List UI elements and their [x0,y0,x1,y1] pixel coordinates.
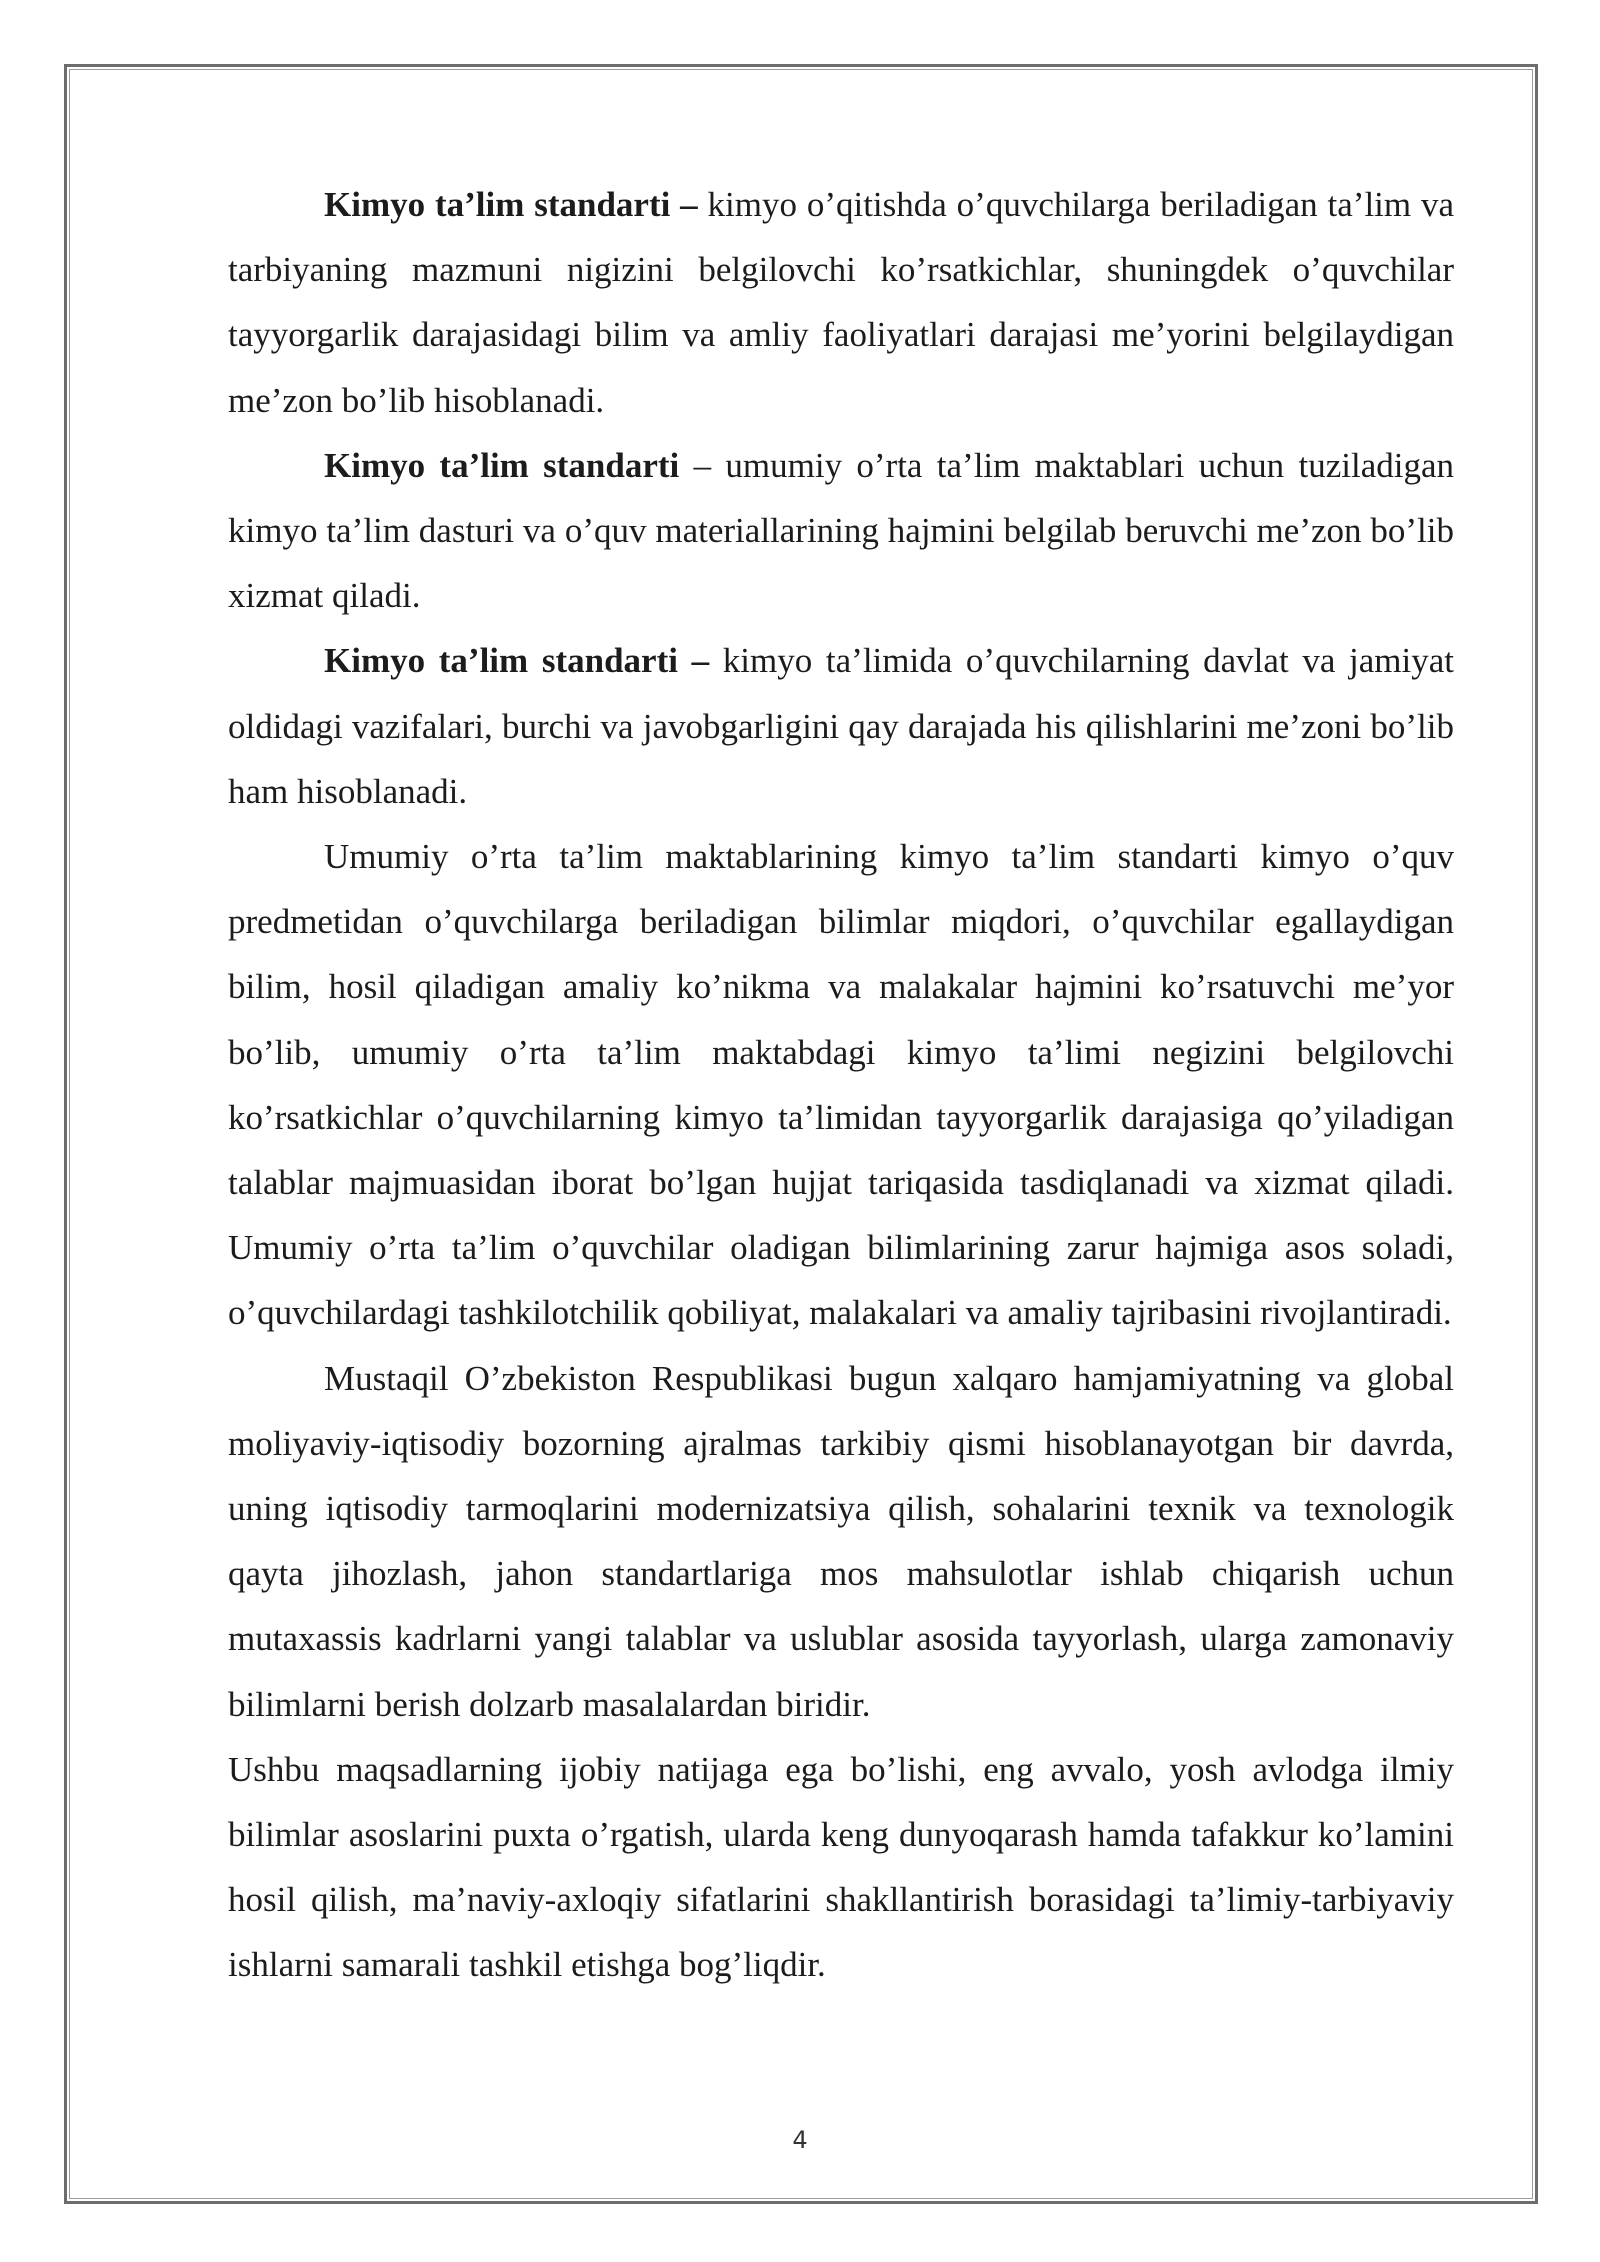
paragraph-text: kimyo ta’limida o’quvchilarning davlat va jamiyat oldidagi vazifalari, burchi va javobgarligini qay darajada his qilishlarini me’zoni bo’lib ham hisoblanadi. [228,641,1454,811]
term-bold: Kimyo ta’lim standarti – [324,185,698,224]
paragraph-definition-1 [228,172,1454,433]
paragraph-uzbekistan [228,1346,1454,1737]
paragraph-goals [228,1737,1454,1998]
term-bold: Kimyo ta’lim standarti [324,445,680,485]
paragraph-definition-2 [228,433,1454,629]
paragraph-text: kimyo o’qitishda o’quvchilarga beriladigan ta’lim va tarbiyaning mazmuni nigizini belgilovchi ko’rsatkichlar, shuningdek o’quvchilar tayyorgarlik darajasidagi bilim va amliy faoliyatlari darajasi me’yorini belgilaydigan me’zon bo’lib hisoblanadi. [228,185,1454,420]
page-number: 4 [792,2126,808,2154]
document-body [228,172,1454,1998]
term-bold: Kimyo ta’lim standarti – [324,641,710,681]
paragraph-text: Umumiy o’rta ta’lim maktablarining kimyo ta’lim standarti kimyo o’quv predmetidan o’quvchilarga beriladigan bilimlar miqdori, o’quvchilar egallaydigan bilim, hosil qiladigan amaliy ko’nikma va malakalar hajmini ko’rsatuvchi me’yor bo’lib, umumiy o’rta ta’lim maktabdagi kimyo ta’limi negizini belgilovchi ko’rsatkichlar o’quvchilarning kimyo ta’limidan tayyorgarlik darajasiga qo’yiladigan talablar majmuasidan iborat bo’lgan hujjat tariqasida tasdiqlanadi va xizmat qiladi. Umumiy o’rta ta’lim o’quvchilar oladigan bilimlarining zarur hajmiga asos soladi, o’quvchilardagi tashkilotchilik qobiliyat, malakalari va amaliy tajribasini rivojlantiradi. [228,837,1454,1333]
paragraph-school-standard [228,824,1454,1346]
paragraph-text: – umumiy o’rta ta’lim maktablari uchun tuziladigan kimyo ta’lim dasturi va o’quv materiallarining hajmini belgilab beruvchi me’zon bo’lib xizmat qiladi. [228,445,1454,616]
paragraph-text: Mustaqil O’zbekiston Respublikasi bugun xalqaro hamjamiyatning va global moliyaviy-iqtisodiy bozorning ajralmas tarkibiy qismi hisoblanayotgan bir davrda, uning iqtisodiy tarmoqlarini modernizatsiya qilish, sohalarini texnik va texnologik qayta jihozlash, jahon standartlariga mos mahsulotlar ishlab chiqarish uchun mutaxassis kadrlarni yangi talablar va uslublar asosida tayyorlash, ularga zamonaviy bilimlarni berish dolzarb masalalardan biridir. [228,1358,1454,1724]
paragraph-text: Ushbu maqsadlarning ijobiy natijaga ega bo’lishi, eng avvalo, yosh avlodga ilmiy bilimlar asoslarini puxta o’rgatish, ularda keng dunyoqarash hamda tafakkur ko’lamini hosil qilish, ma’naviy-axloqiy sifatlarini shakllantirish borasidagi ta’limiy-tarbiyaviy ishlarni samarali tashkil etishga bog’liqdir. [228,1749,1454,1985]
paragraph-definition-3 [228,628,1454,824]
